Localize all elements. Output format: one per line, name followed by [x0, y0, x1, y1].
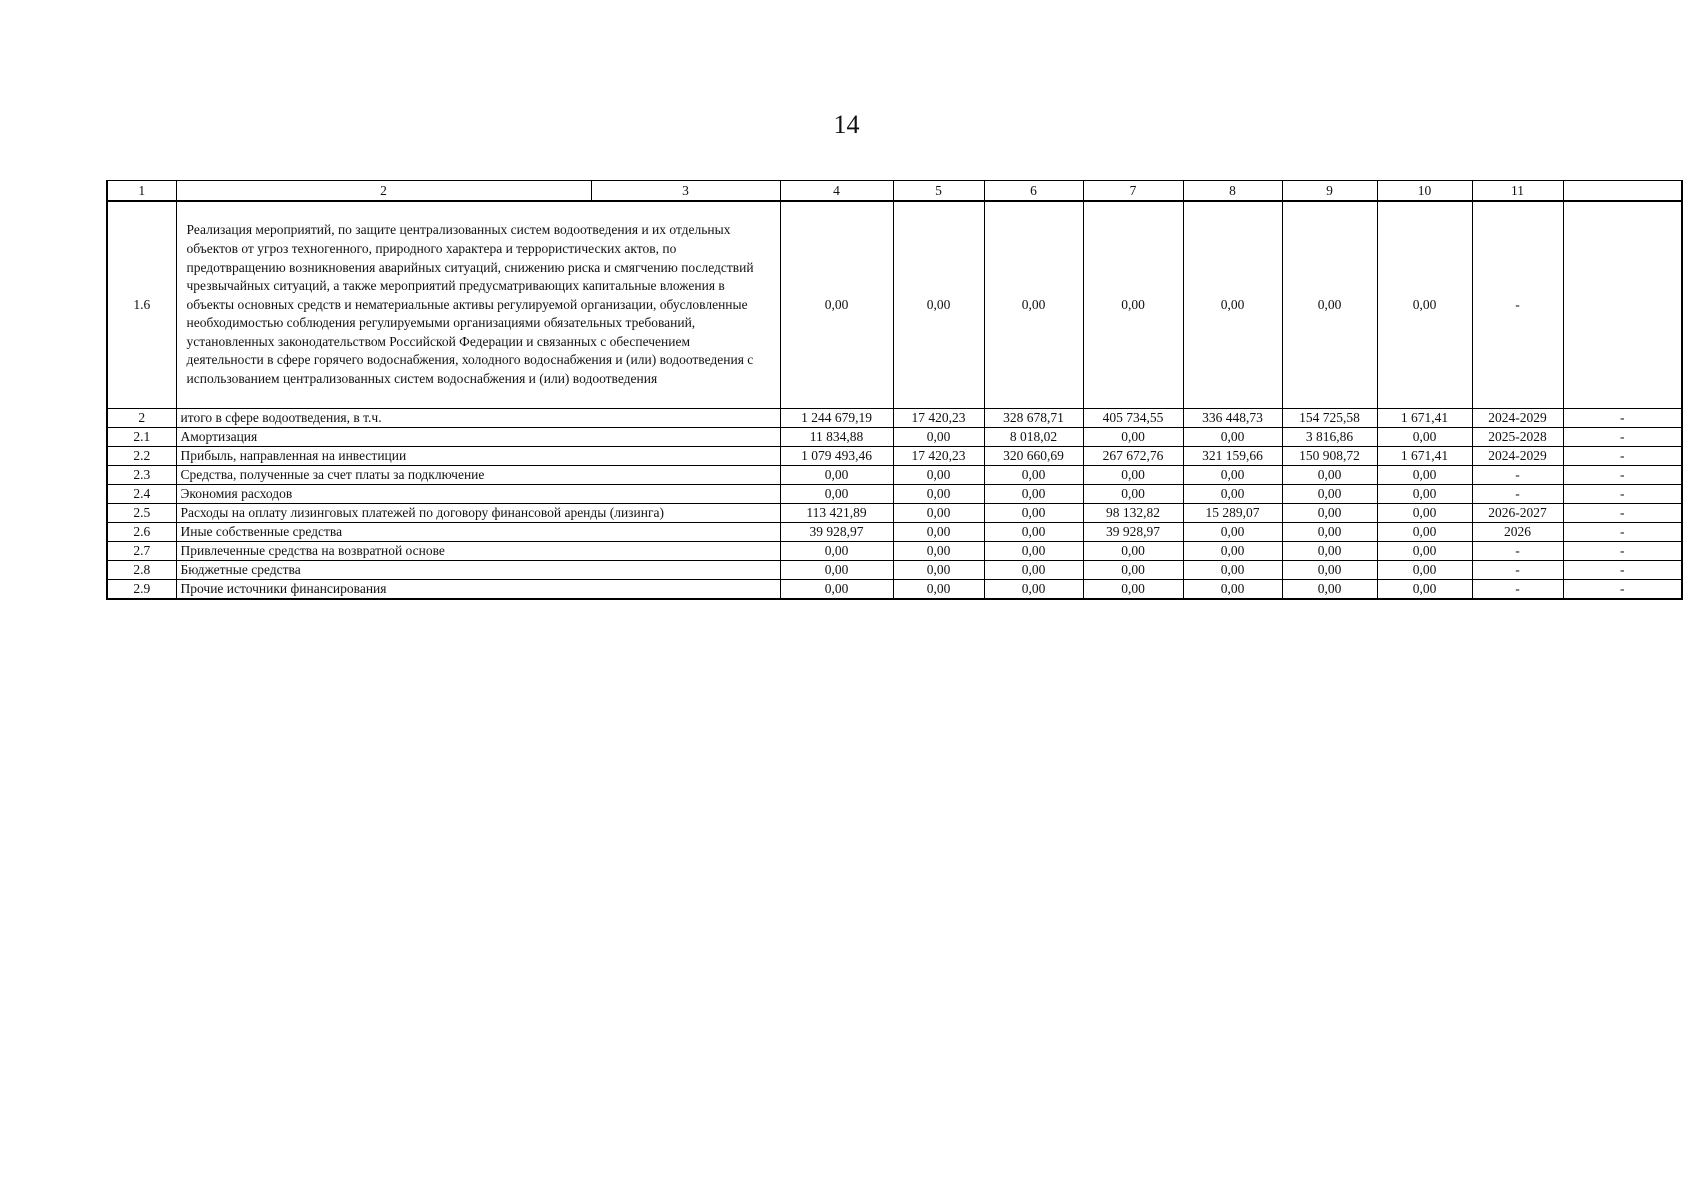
row-value-5: 17 420,23 — [893, 409, 984, 428]
row-value-10: 0,00 — [1377, 485, 1472, 504]
row-value-7: 39 928,97 — [1083, 523, 1183, 542]
row-number: 2 — [107, 409, 176, 428]
row-value-8: 0,00 — [1183, 561, 1282, 580]
row-value-11: - — [1472, 485, 1563, 504]
row-name: Прочие источники финансирования — [176, 580, 780, 600]
row-name: Средства, полученные за счет платы за подключение — [176, 466, 780, 485]
header-col-8: 8 — [1183, 181, 1282, 202]
row-value-10: 0,00 — [1377, 201, 1472, 409]
row-value-4: 0,00 — [780, 485, 893, 504]
row-value-9: 0,00 — [1282, 504, 1377, 523]
row-number: 2.5 — [107, 504, 176, 523]
row-value-6: 328 678,71 — [984, 409, 1083, 428]
row-value-10: 0,00 — [1377, 504, 1472, 523]
row-value-8: 321 159,66 — [1183, 447, 1282, 466]
header-col-1: 1 — [107, 181, 176, 202]
header-col-7: 7 — [1083, 181, 1183, 202]
row-value-12: - — [1563, 580, 1682, 600]
row-value-7: 405 734,55 — [1083, 409, 1183, 428]
table-row — [107, 542, 1682, 561]
row-value-4: 0,00 — [780, 201, 893, 409]
financing-table — [106, 180, 1683, 600]
table-row — [107, 428, 1682, 447]
row-value-9: 0,00 — [1282, 523, 1377, 542]
row-value-9: 0,00 — [1282, 466, 1377, 485]
row-value-8: 0,00 — [1183, 523, 1282, 542]
row-value-12: - — [1563, 428, 1682, 447]
row-value-11: - — [1472, 542, 1563, 561]
row-number: 1.6 — [107, 201, 176, 409]
row-value-8: 0,00 — [1183, 542, 1282, 561]
row-value-8: 15 289,07 — [1183, 504, 1282, 523]
row-value-8: 0,00 — [1183, 485, 1282, 504]
row-value-4: 1 244 679,19 — [780, 409, 893, 428]
row-value-6: 0,00 — [984, 561, 1083, 580]
row-value-6: 0,00 — [984, 523, 1083, 542]
table-row — [107, 201, 1682, 409]
page-number: 14 — [833, 110, 860, 139]
row-value-12: - — [1563, 466, 1682, 485]
row-number: 2.2 — [107, 447, 176, 466]
row-value-5: 0,00 — [893, 428, 984, 447]
row-value-12: - — [1563, 485, 1682, 504]
row-number: 2.8 — [107, 561, 176, 580]
row-value-5: 0,00 — [893, 523, 984, 542]
row-value-5: 0,00 — [893, 201, 984, 409]
row-value-12: - — [1563, 504, 1682, 523]
header-col-9: 9 — [1282, 181, 1377, 202]
row-name: Прибыль, направленная на инвестиции — [176, 447, 780, 466]
row-value-4: 0,00 — [780, 466, 893, 485]
column-number-row — [107, 181, 1682, 202]
row-value-10: 1 671,41 — [1377, 447, 1472, 466]
header-col-10: 10 — [1377, 181, 1472, 202]
row-value-10: 0,00 — [1377, 428, 1472, 447]
row-value-5: 0,00 — [893, 580, 984, 600]
row-value-11: - — [1472, 201, 1563, 409]
table-row — [107, 466, 1682, 485]
row-value-9: 150 908,72 — [1282, 447, 1377, 466]
row-value-8: 0,00 — [1183, 466, 1282, 485]
row-value-10: 0,00 — [1377, 561, 1472, 580]
row-number: 2.4 — [107, 485, 176, 504]
row-value-10: 0,00 — [1377, 580, 1472, 600]
row-value-11: - — [1472, 561, 1563, 580]
row-value-11: 2024-2029 — [1472, 409, 1563, 428]
row-value-6: 8 018,02 — [984, 428, 1083, 447]
row-value-7: 0,00 — [1083, 561, 1183, 580]
row-value-5: 0,00 — [893, 466, 984, 485]
row-value-5: 0,00 — [893, 485, 984, 504]
row-name: Иные собственные средства — [176, 523, 780, 542]
row-value-4: 0,00 — [780, 542, 893, 561]
row-value-7: 0,00 — [1083, 201, 1183, 409]
header-col-4: 4 — [780, 181, 893, 202]
row-number: 2.9 — [107, 580, 176, 600]
row-value-9: 0,00 — [1282, 561, 1377, 580]
row-value-8: 0,00 — [1183, 580, 1282, 600]
table-row — [107, 523, 1682, 542]
row-name: итого в сфере водоотведения, в т.ч. — [176, 409, 780, 428]
row-value-5: 0,00 — [893, 504, 984, 523]
table-row — [107, 504, 1682, 523]
row-number: 2.6 — [107, 523, 176, 542]
row-value-9: 3 816,86 — [1282, 428, 1377, 447]
row-value-12: - — [1563, 523, 1682, 542]
row-value-7: 0,00 — [1083, 485, 1183, 504]
row-value-7: 0,00 — [1083, 428, 1183, 447]
row-value-4: 11 834,88 — [780, 428, 893, 447]
row-value-10: 0,00 — [1377, 523, 1472, 542]
row-value-12: - — [1563, 542, 1682, 561]
row-number: 2.1 — [107, 428, 176, 447]
row-value-7: 267 672,76 — [1083, 447, 1183, 466]
row-value-5: 0,00 — [893, 561, 984, 580]
row-value-12: - — [1563, 409, 1682, 428]
row-name: Реализация мероприятий, по защите централизованных систем водоотведения и их отдельных объектов от угроз техногенного, природного характера и террористических актов, по предотвращению возникновения аварийных ситуаций, снижению риска и смягчению последствий чрезвычайных ситуаций, а также мероприятий предусматривающих капитальные вложения в объекты основных средств и нематериальные активы регулируемой организации, обусловленные необходимостью соблюдения регулируемыми организациями обязательных требований, установленных законодательством Российской Федерации и связанных с обеспечением деятельности в сфере горячего водоснабжения, холодного водоснабжения и (или) водоотведения с использованием централизованных систем водоснабжения и (или) водоотведения — [176, 201, 780, 409]
row-value-4: 1 079 493,46 — [780, 447, 893, 466]
row-value-7: 98 132,82 — [1083, 504, 1183, 523]
row-value-11: 2026 — [1472, 523, 1563, 542]
row-name: Экономия расходов — [176, 485, 780, 504]
header-col-3: 3 — [591, 181, 780, 202]
header-col-5: 5 — [893, 181, 984, 202]
header-col-12 — [1563, 181, 1682, 202]
row-name: Привлеченные средства на возвратной основе — [176, 542, 780, 561]
row-value-6: 0,00 — [984, 580, 1083, 600]
row-value-10: 1 671,41 — [1377, 409, 1472, 428]
row-value-6: 0,00 — [984, 201, 1083, 409]
row-value-4: 39 928,97 — [780, 523, 893, 542]
row-value-11: - — [1472, 580, 1563, 600]
row-value-10: 0,00 — [1377, 466, 1472, 485]
header-col-6: 6 — [984, 181, 1083, 202]
table-row — [107, 580, 1682, 600]
row-value-10: 0,00 — [1377, 542, 1472, 561]
row-value-9: 0,00 — [1282, 201, 1377, 409]
row-value-4: 113 421,89 — [780, 504, 893, 523]
row-value-7: 0,00 — [1083, 466, 1183, 485]
table-row — [107, 409, 1682, 428]
row-name: Расходы на оплату лизинговых платежей по договору финансовой аренды (лизинга) — [176, 504, 780, 523]
row-value-6: 0,00 — [984, 485, 1083, 504]
row-value-6: 320 660,69 — [984, 447, 1083, 466]
row-value-8: 0,00 — [1183, 428, 1282, 447]
row-value-9: 0,00 — [1282, 485, 1377, 504]
row-value-11: 2025-2028 — [1472, 428, 1563, 447]
row-value-12: - — [1563, 561, 1682, 580]
table-row — [107, 561, 1682, 580]
row-value-7: 0,00 — [1083, 580, 1183, 600]
row-value-6: 0,00 — [984, 542, 1083, 561]
row-number: 2.3 — [107, 466, 176, 485]
row-value-4: 0,00 — [780, 580, 893, 600]
row-value-8: 336 448,73 — [1183, 409, 1282, 428]
table-row — [107, 447, 1682, 466]
row-value-11: 2024-2029 — [1472, 447, 1563, 466]
row-name: Амортизация — [176, 428, 780, 447]
row-value-5: 17 420,23 — [893, 447, 984, 466]
row-value-4: 0,00 — [780, 561, 893, 580]
row-value-12: - — [1563, 447, 1682, 466]
row-value-11: 2026-2027 — [1472, 504, 1563, 523]
row-name: Бюджетные средства — [176, 561, 780, 580]
row-value-9: 0,00 — [1282, 542, 1377, 561]
row-number: 2.7 — [107, 542, 176, 561]
row-value-8: 0,00 — [1183, 201, 1282, 409]
row-value-9: 154 725,58 — [1282, 409, 1377, 428]
row-value-5: 0,00 — [893, 542, 984, 561]
row-value-9: 0,00 — [1282, 580, 1377, 600]
row-value-12 — [1563, 201, 1682, 409]
table-row — [107, 485, 1682, 504]
row-value-7: 0,00 — [1083, 542, 1183, 561]
row-value-6: 0,00 — [984, 466, 1083, 485]
row-value-6: 0,00 — [984, 504, 1083, 523]
row-value-11: - — [1472, 466, 1563, 485]
header-col-11: 11 — [1472, 181, 1563, 202]
header-col-2: 2 — [176, 181, 591, 202]
